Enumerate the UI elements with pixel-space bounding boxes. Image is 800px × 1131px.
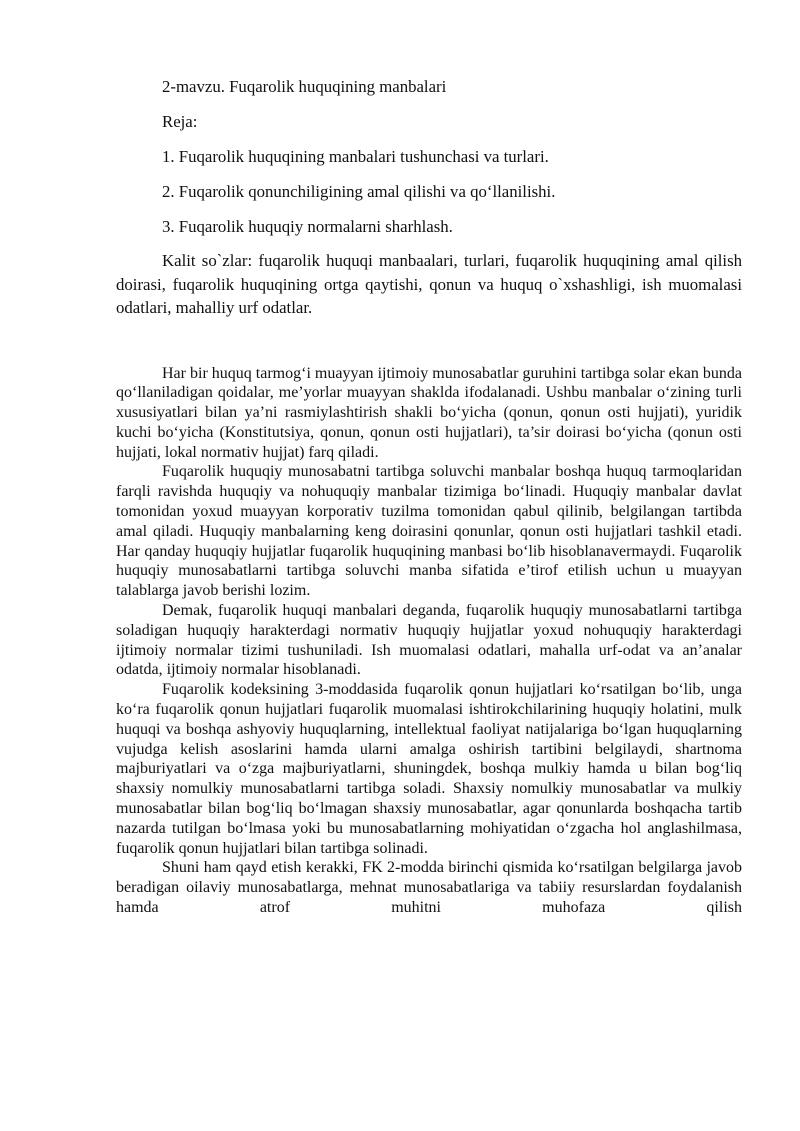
plan-item-3: 3. Fuqarolik huquqiy normalarni sharhlash. [162, 217, 453, 236]
body-paragraph-5: Shuni ham qayd etish kerakki, FK 2-modda birinchi qismida ko‘rsatilgan belgilarga javob beradigan oilaviy munosabatlarga, mehnat munosabatlariga va tabiiy resurslardan foydalanish hamda atrof muhitni muhofaza qilish [116, 859, 742, 917]
body-paragraph-1: Har bir huquq tarmog‘i muayyan ijtimoiy munosabatlar guruhini tartibga solar ekan bunda qo‘llaniladigan qoidalar, me’yorlar muayyan shaklda ifodalanadi. Ushbu manbalar o‘zining turli xususiyatlari bilan ya’ni rasmiylashtirish shakli bo‘yicha (qonun, qonun osti hujjati), yuridik kuchi bo‘yicha (Konstitutsiya, qonun, qonun osti hujjatlari), ta’sir doirasi bo‘yicha (qonun osti hujjati, lokal normativ hujjat) farq qiladi. [116, 364, 742, 461]
plan-item-2: 2. Fuqarolik qonunchiligining amal qilishi va qo‘llanilishi. [162, 182, 556, 201]
body-paragraph-2: Fuqarolik huquqiy munosabatni tartibga soluvchi manbalar boshqa huquq tarmoqlaridan farqli ravishda huquqiy va nohuquqiy manbalar tizimiga bo‘linadi. Huquqiy manbalar davlat tomonidan yoxud muayyan korporativ tuzilma tomonidan qabul qilinib, belgilangan tartibda amal qiladi. Huquqiy manbalarning keng doirasini qonunlar, qonun osti hujjatlari tashkil etadi. Har qanday huquqiy hujjatlar fuqarolik huquqining manbasi bo‘lib hisoblanavermaydi. Fuqarolik huquqiy munosabatlarni tartibga soluvchi manba sifatida e’tirof etilish uchun u muayyan talablarga javob berishi lozim. [116, 463, 742, 600]
body-paragraph-4: Fuqarolik kodeksining 3-moddasida fuqarolik qonun hujjatlari ko‘rsatilgan bo‘lib, unga ko‘ra fuqarolik qonun hujjatlari fuqarolik muomalasi ishtirokchilarining huquqiy holatini, mulk huquqi va boshqa ashyoviy huquqlarning, intellektual faoliyat natijalariga bo‘lgan huquqlarning vujudga kelish asoslarini hamda ularni amalga oshirish tartibini belgilaydi, shartnoma majburiyatlari va o‘zga majburiyatlarni, shuningdek, boshqa mulkiy hamda u bilan bog‘liq shaxsiy nomulkiy munosabatlarni tartibga soladi. Shaxsiy nomulkiy munosabatlar va mulkiy munosabatlar bilan bog‘liq bo‘lmagan shaxsiy munosabatlar, agar qonunlarda boshqacha tartib nazarda tutilgan bo‘lmasa yoki bu munosabatlarning mohiyatidan o‘zgacha hol anglashilmasa, fuqarolik qonun hujjatlari bilan tartibga solinadi. [116, 681, 742, 857]
section-spacer [116, 320, 742, 364]
keywords-paragraph: Kalit so`zlar: fuqarolik huquqi manbaalari, turlari, fuqarolik huquqining amal qilish doirasi, fuqarolik huquqining ortga qaytishi, qonun va huquq o`xshashligi, ish muomalasi odatlari, mahalliy urf odatlar. [116, 251, 742, 317]
document-page [116, 74, 742, 918]
document-title: 2-mavzu. Fuqarolik huquqining manbalari [162, 77, 447, 96]
body-paragraph-3: Demak, fuqarolik huquqi manbalari deganda, fuqarolik huquqiy munosabatlarni tartibga soladigan huquqiy harakterdagi normativ huquqiy hujjatlar yoxud nohuquqiy harakterdagi ijtimoiy normalar tizimi tushuniladi. Ish muomalasi odatlari, mahalla urf-odat va an’analar odatda, ijtimoiy normalar hisoblanadi. [116, 602, 742, 679]
plan-item-1: 1. Fuqarolik huquqining manbalari tushunchasi va turlari. [162, 147, 549, 166]
plan-label: Reja: [162, 112, 198, 131]
